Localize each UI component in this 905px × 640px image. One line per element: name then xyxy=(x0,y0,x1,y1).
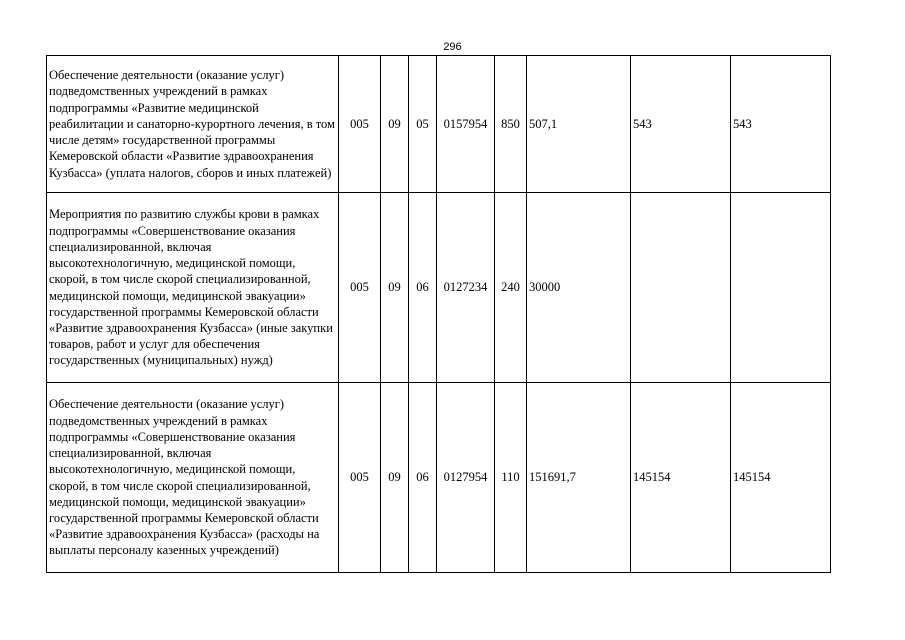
row-description: Мероприятия по развитию службы крови в рамках подпрограммы «Совершенствование оказания специализированной, включая высокотехнологичную, медицинской помощи, скорой, в том числе скорой специализированной, медицинской помощи, медицинской эвакуации» государственной программы Кемеровской области «Развитие здравоохранения Кузбасса» (иные закупки товаров, работ и услуг для обеспечения государственных (муниципальных) нужд) xyxy=(47,193,339,383)
target-article-cell: 0157954 xyxy=(437,56,495,193)
target-article-cell: 0127234 xyxy=(437,193,495,383)
table-row xyxy=(47,193,831,383)
target-article-cell: 0127954 xyxy=(437,383,495,573)
row-description: Обеспечение деятельности (оказание услуг) подведомственных учреждений в рамках подпрограммы «Развитие медицинской реабилитации и санаторно-курортного лечения, в том числе детям» государственной программы Кемеровской области «Развитие здравоохранения Кузбасса» (уплата налогов, сборов и иных платежей) xyxy=(47,56,339,193)
row-description: Обеспечение деятельности (оказание услуг) подведомственных учреждений в рамках подпрограммы «Совершенствование оказания специализированной, включая высокотехнологичную, медицинской помощи, скорой, в том числе скорой специализированной, медицинской помощи, медицинской эвакуации» государственной программы Кемеровской области «Развитие здравоохранения Кузбасса» (расходы на выплаты персоналу казенных учреждений) xyxy=(47,383,339,573)
ministry-code-cell: 005 xyxy=(339,193,381,383)
amount-3-cell xyxy=(731,193,831,383)
amount-1-cell: 30000 xyxy=(527,193,631,383)
section-cell: 09 xyxy=(381,383,409,573)
expense-type-cell: 110 xyxy=(495,383,527,573)
subsection-cell: 05 xyxy=(409,56,437,193)
ministry-code-cell: 005 xyxy=(339,383,381,573)
table-row xyxy=(47,383,831,573)
subsection-cell: 06 xyxy=(409,193,437,383)
amount-1-cell: 507,1 xyxy=(527,56,631,193)
amount-2-cell: 145154 xyxy=(631,383,731,573)
amount-1-cell: 151691,7 xyxy=(527,383,631,573)
expense-type-cell: 240 xyxy=(495,193,527,383)
amount-3-cell: 145154 xyxy=(731,383,831,573)
section-cell: 09 xyxy=(381,193,409,383)
amount-2-cell: 543 xyxy=(631,56,731,193)
subsection-cell: 06 xyxy=(409,383,437,573)
ministry-code-cell: 005 xyxy=(339,56,381,193)
expense-type-cell: 850 xyxy=(495,56,527,193)
budget-table xyxy=(46,55,831,573)
section-cell: 09 xyxy=(381,56,409,193)
page-number: 296 xyxy=(443,41,462,53)
table-row xyxy=(47,56,831,193)
amount-2-cell xyxy=(631,193,731,383)
amount-3-cell: 543 xyxy=(731,56,831,193)
